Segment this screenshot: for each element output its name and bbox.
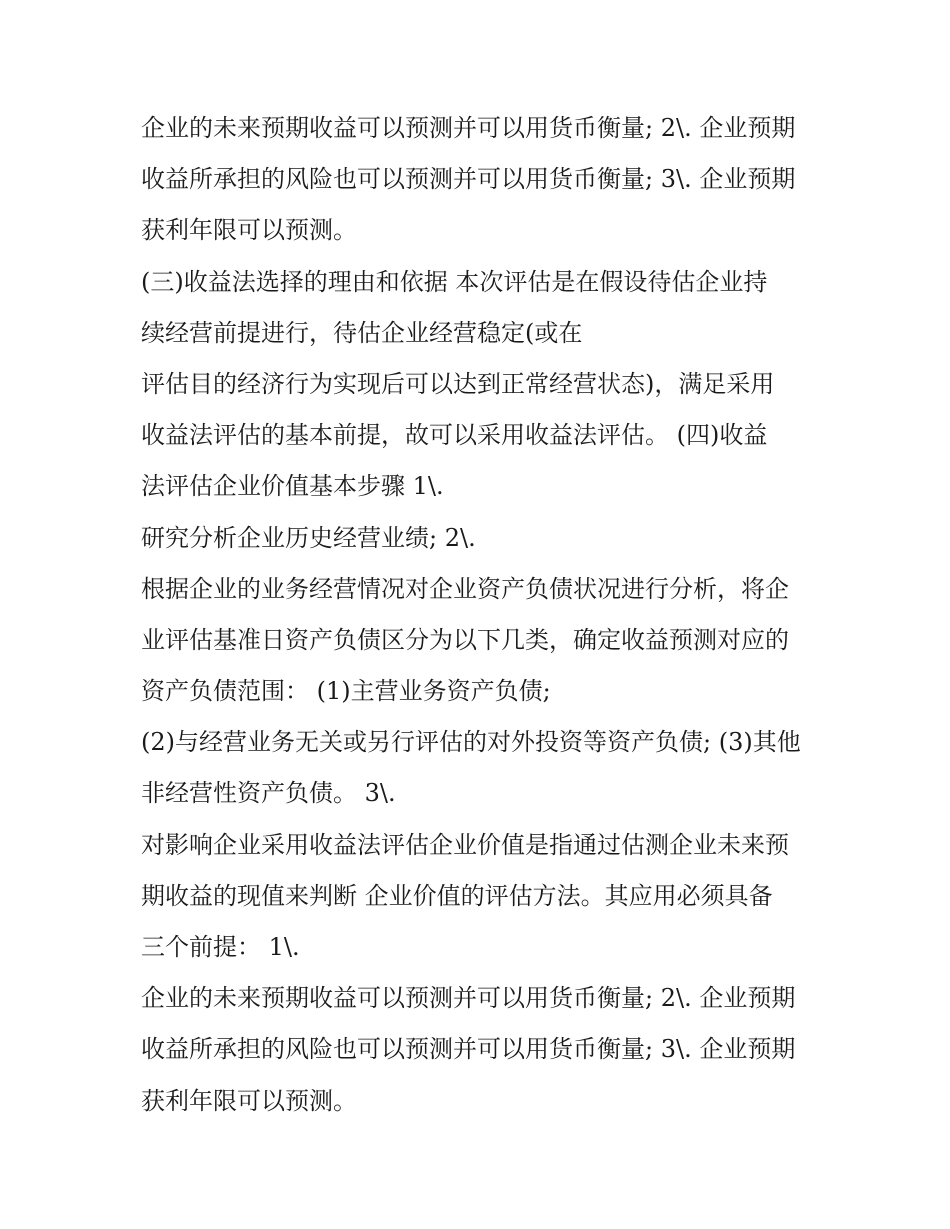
text-line: 根据企业的业务经营情况对企业资产负债状况进行分析，将企 (141, 574, 789, 603)
body-text (141, 103, 821, 1127)
text-line: 收益所承担的风险也可以预测并可以用货币衡量; 3\. 企业预期 (141, 1035, 796, 1064)
text-line: 续经营前提进行，待估企业经营稳定(或在 (141, 318, 583, 347)
text-line: 法评估企业价值基本步骤 1\. (141, 472, 444, 501)
text-line: 资产负债范围： (1)主营业务资产负债; (141, 677, 551, 706)
text-line: 三个前提： 1\. (141, 933, 300, 961)
text-line: 获利年限可以预测。 (141, 1086, 357, 1115)
text-line: 收益所承担的风险也可以预测并可以用货币衡量; 3\. 企业预期 (141, 165, 796, 194)
text-line: 企业的未来预期收益可以预测并可以用货币衡量; 2\. 企业预期 (141, 984, 796, 1013)
text-line: (2)与经营业务无关或另行评估的对外投资等资产负债; (3)其他 (141, 728, 801, 757)
text-line: 企业的未来预期收益可以预测并可以用货币衡量; 2\. 企业预期 (141, 114, 796, 142)
text-line: 期收益的现值来判断 企业价值的评估方法。其应用必须具备 (141, 881, 773, 910)
text-line: 评估目的经济行为实现后可以达到正常经营状态)，满足采用 (141, 369, 775, 398)
text-line: 收益法评估的基本前提，故可以采用收益法评估。 (四)收益 (141, 421, 768, 450)
text-line: 非经营性资产负债。 3\. (141, 779, 396, 808)
text-line: 获利年限可以预测。 (141, 216, 357, 245)
text-line: 业评估基准日资产负债区分为以下几类，确定收益预测对应的 (141, 625, 789, 654)
text-line: 对影响企业采用收益法评估企业价值是指通过估测企业未来预 (141, 830, 789, 859)
text-line: (三)收益法选择的理由和依据 本次评估是在假设待估企业持 (141, 267, 768, 296)
text-line: 研究分析企业历史经营业绩; 2\. (141, 523, 476, 552)
